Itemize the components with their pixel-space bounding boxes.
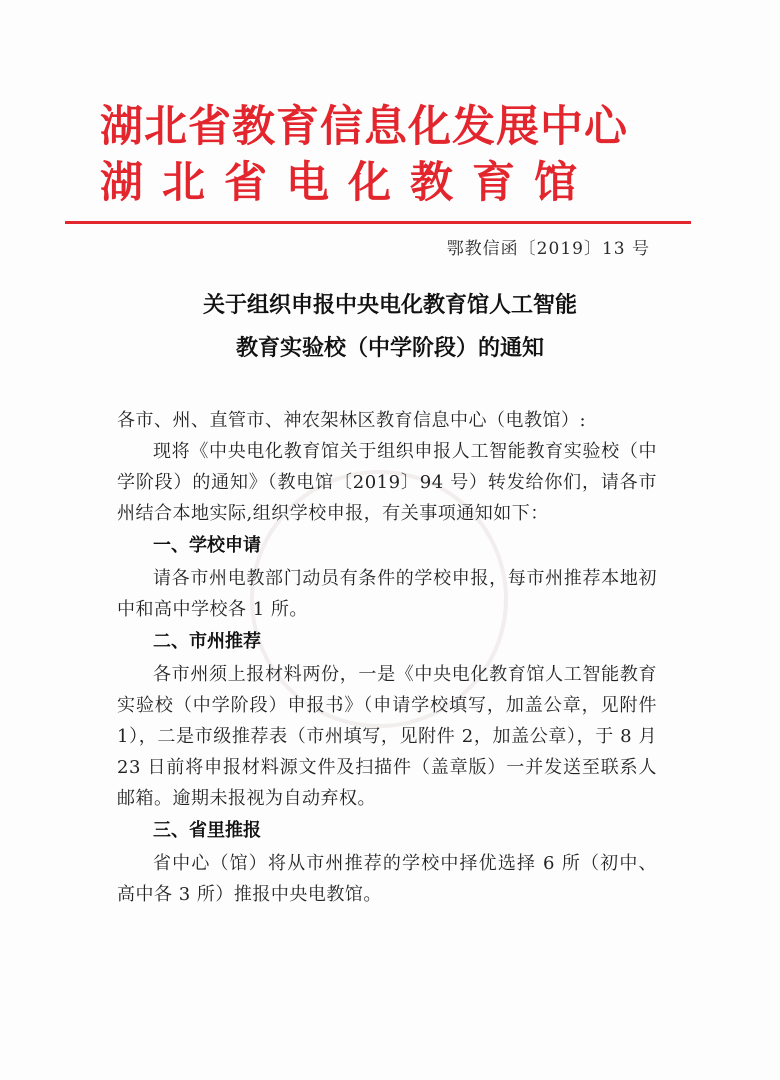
section-text-school-application: 请各市州电教部门动员有条件的学校申报，每市州推荐本地初中和高中学校各 1 所。: [117, 568, 657, 620]
intro-paragraph: 现将《中央电化教育馆关于组织申报人工智能教育实验校（中学阶段）的通知》（教电馆〔2019〕94 号）转发给你们，请各市州结合本地实际,组织学校申报，有关事项通知如下：: [117, 441, 657, 524]
section-heading-school-application: 一、学校申请: [153, 535, 261, 556]
section-text-provincial-submission: 省中心（馆）将从市州推荐的学校中择优选择 6 所（初中、高中各 3 所）推报中央电教馆。: [117, 853, 657, 905]
section-heading-city-recommendation: 二、市州推荐: [153, 631, 261, 652]
document-body: [117, 405, 657, 910]
section-text-city-recommendation: 各市州须上报材料两份，一是《中央电化教育馆人工智能教育实验校（中学阶段）申报书》（申请学校填写，加盖公章，见附件 1），二是市级推荐表（市州填写，见附件 2，加盖公章），于 8 月 23 日前将申报材料源文件及扫描件（盖章版）一并发送至联系人邮箱。逾期未报视为自动弃权。: [117, 664, 657, 809]
document-number: 鄂教信函〔2019〕13 号: [446, 239, 650, 259]
document-title-line2: 教育实验校（中学阶段）的通知: [235, 336, 544, 361]
red-header-divider: [65, 221, 691, 224]
issuing-org-name-secondary: 湖北省电化教育馆: [100, 158, 596, 208]
section-heading-provincial-submission: 三、省里推报: [153, 820, 261, 841]
addressee: 各市、州、直管市、神农架林区教育信息中心（电教馆）:: [117, 410, 587, 431]
document-title-line1: 关于组织申报中央电化教育馆人工智能: [202, 293, 577, 318]
issuing-org-name: 湖北省教育信息化发展中心: [100, 102, 628, 152]
